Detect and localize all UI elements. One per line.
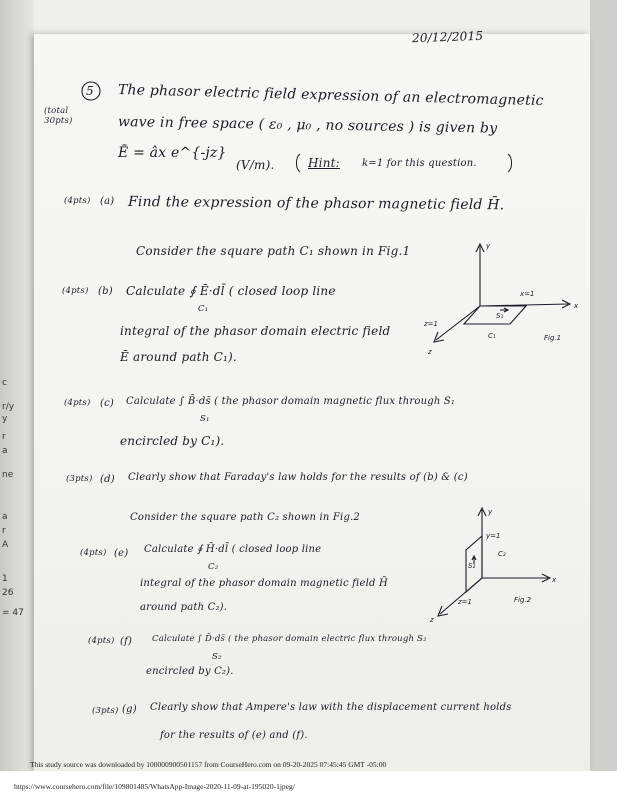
fig1-x-label: x: [574, 302, 579, 310]
fig2-y-label: y: [488, 508, 493, 516]
problem-number-circle: [80, 80, 102, 102]
fig2-z-label: z: [430, 616, 434, 624]
consider-c1: Consider the square path C₁ shown in Fig.1: [136, 244, 411, 258]
total-points: (total 30pts): [44, 106, 73, 126]
source-url[interactable]: https://www.coursehero.com/file/109801485/WhatsApp-Image-2020-11-09-at-195020-1jpeg/: [14, 782, 295, 791]
fig2-y1-label: y=1: [486, 532, 501, 540]
figure-2: [418, 504, 578, 624]
fig2-x-label: x: [552, 576, 557, 584]
fig1-x1-label: x=1: [520, 290, 535, 298]
part-e-subscript: C₂: [208, 562, 219, 572]
fig1-s-label: S₁: [496, 312, 504, 320]
part-f-text-1: Calculate ∫ D̄·ds̄ ( the phasor domain electric flux through S₂: [152, 634, 427, 644]
part-f-label: (f): [120, 636, 133, 647]
part-c-subscript: S₁: [200, 414, 210, 424]
part-a-points: (4pts): [64, 196, 91, 206]
part-c-text-1: Calculate ∫ B̄·ds̄ ( the phasor domain magnetic flux through S₁: [126, 396, 456, 407]
part-a-text: Find the expression of the phasor magnetic field H̄.: [127, 194, 505, 214]
hint-label: Hint:: [308, 156, 340, 170]
part-f-text-2: encircled by C₂).: [146, 666, 234, 677]
margin-fragment: r/y: [2, 402, 15, 412]
consider-c2: Consider the square path C₂ shown in Fig.2: [130, 512, 360, 523]
part-d-points: (3pts): [66, 474, 93, 484]
margin-fragment: c: [2, 378, 7, 388]
margin-fragment: a: [2, 446, 8, 456]
problem-number: 5: [86, 84, 94, 98]
fig2-z1-label: z=1: [458, 598, 472, 606]
margin-fragment: = 47: [2, 608, 24, 618]
part-f-subscript: S₂: [212, 652, 222, 662]
study-source-notice: This study source was downloaded by 100000900501157 from CourseHero.com on 09-20-2025 07:45:45 GMT -05:00: [30, 760, 387, 769]
part-b-points: (4pts): [62, 286, 89, 296]
margin-fragment: a: [2, 512, 8, 522]
intro-line-1: The phasor electric field expression of an electromagnetic: [117, 82, 544, 110]
margin-fragment: 26: [2, 588, 14, 598]
part-a-label: (a): [100, 196, 115, 207]
part-e-label: (e): [114, 548, 129, 559]
part-g-text-2: for the results of (e) and (f).: [160, 730, 308, 741]
part-f-points: (4pts): [88, 636, 115, 646]
equation-unit: (V/m).: [236, 158, 275, 172]
part-g-text-1: Clearly show that Ampere's law with the displacement current holds: [150, 702, 512, 713]
part-b-label: (b): [98, 286, 113, 297]
part-e-text-3: around path C₂).: [140, 602, 228, 613]
margin-fragment: r: [2, 526, 6, 536]
part-d-text: Clearly show that Faraday's law holds for the results of (b) & (c): [128, 472, 468, 483]
square-path-c1: [464, 306, 526, 324]
field-equation: Ē = âx e^{-jz}: [118, 145, 227, 161]
fig1-y-label: y: [486, 242, 491, 250]
fig1-z1-label: z=1: [424, 320, 438, 328]
margin-fragment: r: [2, 432, 6, 442]
part-g-label: (g): [122, 704, 137, 715]
part-b-text-3: Ē around path C₁).: [120, 350, 237, 364]
part-c-points: (4pts): [64, 398, 91, 408]
part-e-text-1: Calculate ∮ H̄·dl̄ ( closed loop line: [144, 544, 322, 555]
margin-fragment: ne: [2, 470, 14, 480]
date: 20/12/2015: [411, 28, 484, 46]
figure-1: [418, 236, 588, 366]
fig2-caption: Fig.2: [514, 596, 532, 604]
fig1-caption: Fig.1: [544, 334, 562, 342]
part-c-label: (c): [100, 398, 115, 409]
part-d-label: (d): [100, 474, 115, 485]
margin-fragment: 1: [2, 574, 8, 584]
fig1-z-label: z: [428, 348, 432, 356]
part-e-text-2: integral of the phasor domain magnetic field H̄: [140, 578, 388, 589]
margin-fragment: y: [2, 414, 8, 424]
hint-text: k=1 for this question.: [362, 158, 477, 169]
fig2-c-label: C₂: [498, 550, 506, 558]
sheet-top-edge: [34, 0, 590, 34]
left-page-edge: [0, 0, 34, 771]
intro-line-2: wave in free space ( ε₀ , μ₀ , no sources ) is given by: [117, 114, 498, 137]
part-b-text-2: integral of the phasor domain electric field: [120, 324, 391, 338]
margin-fragment: A: [2, 540, 9, 550]
part-b-subscript: C₁: [198, 304, 209, 314]
part-b-text-1: Calculate ∮ Ē·dl̄ ( closed loop line: [126, 284, 336, 298]
part-e-points: (4pts): [80, 548, 107, 558]
part-g-points: (3pts): [92, 706, 119, 716]
fig2-s-label: S₂: [468, 562, 476, 570]
fig1-c-label: C₁: [488, 332, 496, 340]
part-c-text-2: encircled by C₁).: [120, 434, 225, 448]
